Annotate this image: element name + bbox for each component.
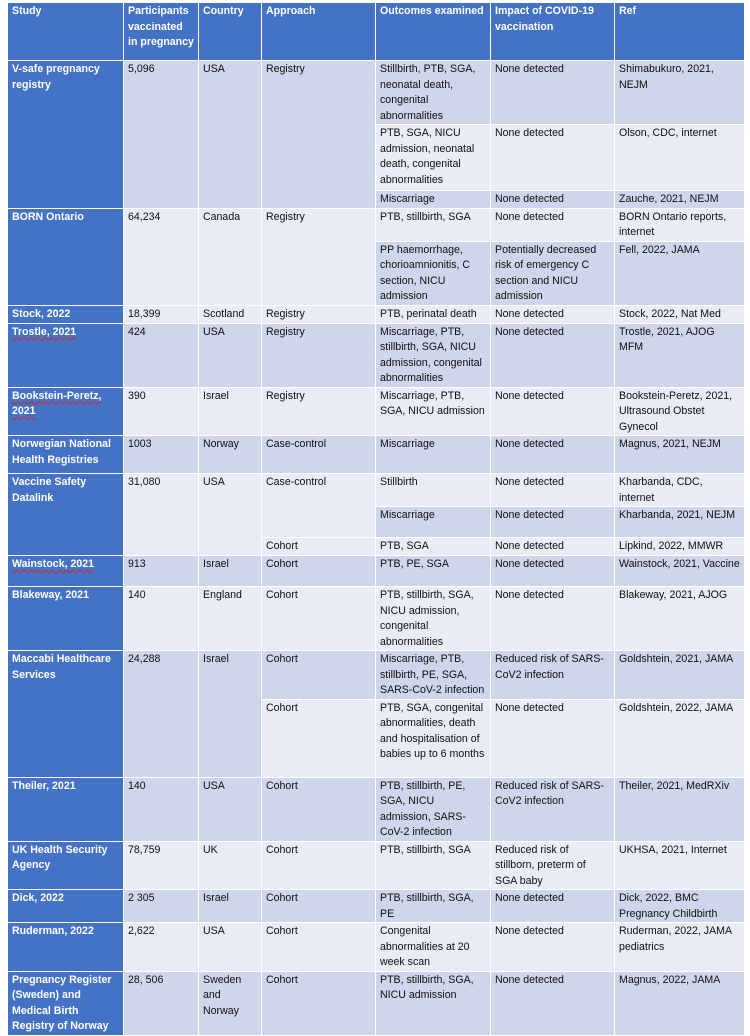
- outcomes-cell: PTB, stillbirth, SGA, PE: [376, 890, 491, 923]
- participants-cell: 31,080: [124, 474, 199, 556]
- study-label: Trostle, 2021: [12, 325, 77, 338]
- table-row: [8, 474, 745, 507]
- outcomes-cell: PTB, PE, SGA: [376, 556, 491, 587]
- approach-cell: Registry: [262, 305, 376, 323]
- country-cell: Sweden and Norway: [199, 971, 262, 1035]
- table-row: [8, 651, 745, 700]
- table-row: [8, 436, 745, 474]
- impact-cell: None detected: [491, 538, 615, 556]
- outcomes-cell: Miscarriage: [376, 191, 491, 209]
- table-row: [8, 841, 745, 890]
- outcomes-cell: Miscarriage, PTB, SGA, NICU admission: [376, 387, 491, 436]
- outcomes-cell: PTB, SGA: [376, 538, 491, 556]
- col-header-country: Country: [199, 3, 262, 61]
- ref-cell: Trostle, 2021, AJOG MFM: [615, 323, 745, 387]
- study-cell: [8, 323, 124, 387]
- study-cell: Norwegian National Health Registries: [8, 436, 124, 474]
- approach-cell: Cohort: [262, 699, 376, 777]
- ref-cell: Shimabukuro, 2021, NEJM: [615, 61, 745, 125]
- outcomes-cell: Miscarriage, PTB, stillbirth, SGA, NICU admission, congenital abnormalities: [376, 323, 491, 387]
- study-cell: Vaccine Safety Datalink: [8, 474, 124, 556]
- outcomes-cell: PTB, stillbirth, SGA: [376, 208, 491, 241]
- approach-cell: Registry: [262, 387, 376, 436]
- impact-cell: None detected: [491, 208, 615, 241]
- outcomes-cell: PTB, stillbirth, SGA, NICU admission, congenital abnormalities: [376, 587, 491, 651]
- outcomes-cell: Miscarriage: [376, 507, 491, 538]
- ref-cell: Dick, 2022, BMC Pregnancy Childbirth: [615, 890, 745, 923]
- impact-cell: None detected: [491, 191, 615, 209]
- outcomes-cell: PTB, stillbirth, SGA: [376, 841, 491, 890]
- participants-cell: 18,399: [124, 305, 199, 323]
- impact-cell: None detected: [491, 556, 615, 587]
- outcomes-cell: PTB, SGA, congenital abnormalities, death and hospitalisation of babies up to 6 months: [376, 699, 491, 777]
- table-row: [8, 323, 745, 387]
- impact-cell: None detected: [491, 436, 615, 474]
- impact-cell: None detected: [491, 699, 615, 777]
- table-row: [8, 923, 745, 972]
- outcomes-cell: Congenital abnormalities at 20 week scan: [376, 923, 491, 972]
- country-cell: USA: [199, 923, 262, 972]
- outcomes-cell: Miscarriage, PTB, stillbirth, PE, SGA, SARS-CoV-2 infection: [376, 651, 491, 700]
- outcomes-cell: PTB, stillbirth, SGA, NICU admission: [376, 971, 491, 1035]
- studies-table: [7, 2, 745, 1036]
- ref-cell: Goldshtein, 2022, JAMA: [615, 699, 745, 777]
- approach-cell: Case-control: [262, 474, 376, 538]
- impact-cell: None detected: [491, 971, 615, 1035]
- ref-cell: Kharbanda, 2021, NEJM: [615, 507, 745, 538]
- ref-cell: Ruderman, 2022, JAMA pediatrics: [615, 923, 745, 972]
- impact-cell: None detected: [491, 125, 615, 191]
- country-cell: Israel: [199, 890, 262, 923]
- outcomes-cell: Miscarriage: [376, 436, 491, 474]
- table-row: [8, 971, 745, 1035]
- participants-cell: 28, 506: [124, 971, 199, 1035]
- study-cell: [8, 387, 124, 436]
- ref-cell: Olson, CDC, internet: [615, 125, 745, 191]
- impact-cell: Reduced risk of SARS-CoV2 infection: [491, 651, 615, 700]
- study-cell: BORN Ontario: [8, 208, 124, 305]
- country-cell: Israel: [199, 556, 262, 587]
- impact-cell: None detected: [491, 387, 615, 436]
- table-header-row: [8, 3, 745, 61]
- approach-cell: Cohort: [262, 890, 376, 923]
- ref-cell: Kharbanda, CDC, internet: [615, 474, 745, 507]
- table-row: [8, 890, 745, 923]
- country-cell: Canada: [199, 208, 262, 305]
- approach-cell: Cohort: [262, 923, 376, 972]
- table-row: [8, 208, 745, 241]
- approach-cell: Case-control: [262, 436, 376, 474]
- col-header-participants: Participants vaccinated in pregnancy: [124, 3, 199, 61]
- participants-cell: 64,234: [124, 208, 199, 305]
- participants-cell: 390: [124, 387, 199, 436]
- impact-cell: None detected: [491, 890, 615, 923]
- country-cell: UK: [199, 841, 262, 890]
- study-cell: V-safe pregnancy registry: [8, 61, 124, 209]
- approach-cell: Cohort: [262, 777, 376, 841]
- col-header-study: Study: [8, 3, 124, 61]
- study-cell: UK Health Security Agency: [8, 841, 124, 890]
- country-cell: Israel: [199, 651, 262, 778]
- participants-cell: 424: [124, 323, 199, 387]
- outcomes-cell: PTB, stillbirth, PE, SGA, NICU admission, SARS-CoV-2 infection: [376, 777, 491, 841]
- country-cell: USA: [199, 323, 262, 387]
- table-row: [8, 587, 745, 651]
- impact-cell: None detected: [491, 323, 615, 387]
- impact-cell: None detected: [491, 507, 615, 538]
- study-cell: Maccabi Healthcare Services: [8, 651, 124, 778]
- impact-cell: None detected: [491, 61, 615, 125]
- ref-cell: Fell, 2022, JAMA: [615, 241, 745, 305]
- table-row: [8, 777, 745, 841]
- approach-cell: Cohort: [262, 587, 376, 651]
- ref-cell: Magnus, 2021, NEJM: [615, 436, 745, 474]
- approach-cell: Registry: [262, 208, 376, 305]
- participants-cell: 2,622: [124, 923, 199, 972]
- approach-cell: Cohort: [262, 651, 376, 700]
- col-header-impact: Impact of COVID-19 vaccination: [491, 3, 615, 61]
- col-header-outcomes: Outcomes examined: [376, 3, 491, 61]
- participants-cell: 5,096: [124, 61, 199, 209]
- ref-cell: Lipkind, 2022, MMWR: [615, 538, 745, 556]
- participants-cell: 1003: [124, 436, 199, 474]
- ref-cell: Zauche, 2021, NEJM: [615, 191, 745, 209]
- outcomes-cell: PTB, SGA, NICU admission, neonatal death, congenital abnormalities: [376, 125, 491, 191]
- country-cell: USA: [199, 61, 262, 209]
- study-cell: Pregnancy Register (Sweden) and Medical Birth Registry of Norway: [8, 971, 124, 1035]
- study-cell: Stock, 2022: [8, 305, 124, 323]
- study-label: Bookstein-Peretz, 2021: [12, 389, 102, 417]
- ref-cell: Wainstock, 2021, Vaccine: [615, 556, 745, 587]
- ref-cell: UKHSA, 2021, Internet: [615, 841, 745, 890]
- impact-cell: Potentially decreased risk of emergency C section and NICU admission: [491, 241, 615, 305]
- country-cell: Scotland: [199, 305, 262, 323]
- impact-cell: Reduced risk of SARS-CoV2 infection: [491, 777, 615, 841]
- col-header-approach: Approach: [262, 3, 376, 61]
- ref-cell: Theiler, 2021, MedRXiv: [615, 777, 745, 841]
- table-row: [8, 61, 745, 125]
- outcomes-cell: Stillbirth: [376, 474, 491, 507]
- ref-cell: Stock, 2022, Nat Med: [615, 305, 745, 323]
- participants-cell: 140: [124, 777, 199, 841]
- study-cell: Theiler, 2021: [8, 777, 124, 841]
- impact-cell: Reduced risk of stillborn, preterm of SGA baby: [491, 841, 615, 890]
- outcomes-cell: PP haemorrhage, chorioamnionitis, C section, NICU admission: [376, 241, 491, 305]
- approach-cell: Registry: [262, 323, 376, 387]
- ref-cell: Magnus, 2022, JAMA: [615, 971, 745, 1035]
- participants-cell: 2 305: [124, 890, 199, 923]
- impact-cell: None detected: [491, 587, 615, 651]
- approach-cell: Cohort: [262, 538, 376, 556]
- country-cell: USA: [199, 474, 262, 556]
- study-cell: Blakeway, 2021: [8, 587, 124, 651]
- country-cell: Israel: [199, 387, 262, 436]
- outcomes-cell: Stillbirth, PTB, SGA, neonatal death, congenital abnormalities: [376, 61, 491, 125]
- country-cell: USA: [199, 777, 262, 841]
- study-label: Wainstock, 2021: [12, 558, 95, 570]
- country-cell: England: [199, 587, 262, 651]
- table-row: [8, 556, 745, 587]
- impact-cell: None detected: [491, 305, 615, 323]
- ref-cell: Goldshtein, 2021, JAMA: [615, 651, 745, 700]
- ref-cell: Blakeway, 2021, AJOG: [615, 587, 745, 651]
- col-header-ref: Ref: [615, 3, 745, 61]
- study-cell: Ruderman, 2022: [8, 923, 124, 972]
- participants-cell: 913: [124, 556, 199, 587]
- impact-cell: None detected: [491, 923, 615, 972]
- participants-cell: 78,759: [124, 841, 199, 890]
- country-cell: Norway: [199, 436, 262, 474]
- participants-cell: 140: [124, 587, 199, 651]
- study-cell: Dick, 2022: [8, 890, 124, 923]
- impact-cell: None detected: [491, 474, 615, 507]
- ref-cell: Bookstein-Peretz, 2021, Ultrasound Obstet Gynecol: [615, 387, 745, 436]
- outcomes-cell: PTB, perinatal death: [376, 305, 491, 323]
- approach-cell: Cohort: [262, 556, 376, 587]
- table-row: [8, 305, 745, 323]
- approach-cell: Cohort: [262, 841, 376, 890]
- study-cell: [8, 556, 124, 587]
- participants-cell: 24,288: [124, 651, 199, 778]
- approach-cell: Cohort: [262, 971, 376, 1035]
- table-row: [8, 387, 745, 436]
- ref-cell: BORN Ontario reports, internet: [615, 208, 745, 241]
- approach-cell: Registry: [262, 61, 376, 209]
